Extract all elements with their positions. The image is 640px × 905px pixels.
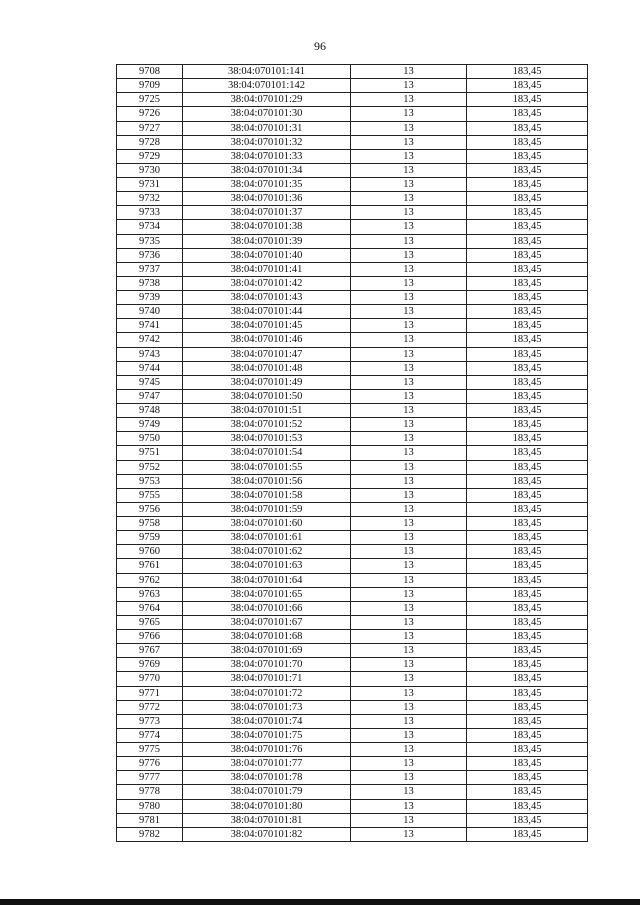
count-cell: 13 (351, 460, 467, 474)
count-cell: 13 (351, 827, 467, 841)
value-cell: 183,45 (467, 135, 588, 149)
cadastral-number-cell: 38:04:070101:30 (183, 107, 351, 121)
table-row (117, 135, 588, 149)
cadastral-number-cell: 38:04:070101:76 (183, 743, 351, 757)
value-cell: 183,45 (467, 333, 588, 347)
count-cell: 13 (351, 347, 467, 361)
count-cell: 13 (351, 474, 467, 488)
cadastral-number-cell: 38:04:070101:52 (183, 418, 351, 432)
cadastral-number-cell: 38:04:070101:71 (183, 672, 351, 686)
table-row (117, 93, 588, 107)
count-cell: 13 (351, 107, 467, 121)
table-row (117, 262, 588, 276)
count-cell: 13 (351, 587, 467, 601)
table-row (117, 615, 588, 629)
value-cell: 183,45 (467, 771, 588, 785)
row-number-cell: 9732 (117, 192, 183, 206)
table-row (117, 432, 588, 446)
row-number-cell: 9780 (117, 799, 183, 813)
row-number-cell: 9761 (117, 559, 183, 573)
value-cell: 183,45 (467, 375, 588, 389)
value-cell: 183,45 (467, 700, 588, 714)
cadastral-number-cell: 38:04:070101:46 (183, 333, 351, 347)
cadastral-number-cell: 38:04:070101:32 (183, 135, 351, 149)
count-cell: 13 (351, 502, 467, 516)
table-row (117, 163, 588, 177)
row-number-cell: 9765 (117, 615, 183, 629)
table-row (117, 743, 588, 757)
value-cell: 183,45 (467, 517, 588, 531)
cadastral-number-cell: 38:04:070101:59 (183, 502, 351, 516)
table-row (117, 474, 588, 488)
row-number-cell: 9726 (117, 107, 183, 121)
table-row (117, 79, 588, 93)
value-cell: 183,45 (467, 206, 588, 220)
table-row (117, 531, 588, 545)
value-cell: 183,45 (467, 615, 588, 629)
row-number-cell: 9771 (117, 686, 183, 700)
value-cell: 183,45 (467, 262, 588, 276)
count-cell: 13 (351, 432, 467, 446)
table-row (117, 771, 588, 785)
row-number-cell: 9709 (117, 79, 183, 93)
row-number-cell: 9764 (117, 601, 183, 615)
table-row (117, 601, 588, 615)
cadastral-number-cell: 38:04:070101:67 (183, 615, 351, 629)
table-row (117, 573, 588, 587)
value-cell: 183,45 (467, 799, 588, 813)
count-cell: 13 (351, 785, 467, 799)
row-number-cell: 9767 (117, 644, 183, 658)
count-cell: 13 (351, 644, 467, 658)
value-cell: 183,45 (467, 65, 588, 79)
row-number-cell: 9742 (117, 333, 183, 347)
table-row (117, 404, 588, 418)
table-row (117, 545, 588, 559)
count-cell: 13 (351, 446, 467, 460)
table-row (117, 658, 588, 672)
count-cell: 13 (351, 163, 467, 177)
table-row (117, 107, 588, 121)
value-cell: 183,45 (467, 163, 588, 177)
cadastral-number-cell: 38:04:070101:58 (183, 488, 351, 502)
table-row (117, 375, 588, 389)
value-cell: 183,45 (467, 460, 588, 474)
value-cell: 183,45 (467, 658, 588, 672)
value-cell: 183,45 (467, 601, 588, 615)
value-cell: 183,45 (467, 587, 588, 601)
table-row (117, 319, 588, 333)
count-cell: 13 (351, 813, 467, 827)
value-cell: 183,45 (467, 757, 588, 771)
cadastral-number-cell: 38:04:070101:79 (183, 785, 351, 799)
count-cell: 13 (351, 220, 467, 234)
cadastral-number-cell: 38:04:070101:45 (183, 319, 351, 333)
row-number-cell: 9750 (117, 432, 183, 446)
value-cell: 183,45 (467, 502, 588, 516)
value-cell: 183,45 (467, 686, 588, 700)
row-number-cell: 9751 (117, 446, 183, 460)
row-number-cell: 9772 (117, 700, 183, 714)
cadastral-number-cell: 38:04:070101:141 (183, 65, 351, 79)
row-number-cell: 9755 (117, 488, 183, 502)
row-number-cell: 9727 (117, 121, 183, 135)
table-row (117, 192, 588, 206)
count-cell: 13 (351, 799, 467, 813)
cadastral-number-cell: 38:04:070101:54 (183, 446, 351, 460)
value-cell: 183,45 (467, 121, 588, 135)
count-cell: 13 (351, 361, 467, 375)
table-row (117, 460, 588, 474)
cadastral-number-cell: 38:04:070101:60 (183, 517, 351, 531)
count-cell: 13 (351, 375, 467, 389)
count-cell: 13 (351, 517, 467, 531)
table-row (117, 446, 588, 460)
row-number-cell: 9756 (117, 502, 183, 516)
cadastral-number-cell: 38:04:070101:47 (183, 347, 351, 361)
cadastral-number-cell: 38:04:070101:64 (183, 573, 351, 587)
table-row (117, 347, 588, 361)
row-number-cell: 9759 (117, 531, 183, 545)
value-cell: 183,45 (467, 474, 588, 488)
table-row (117, 333, 588, 347)
count-cell: 13 (351, 658, 467, 672)
cadastral-number-cell: 38:04:070101:82 (183, 827, 351, 841)
table-row (117, 418, 588, 432)
value-cell: 183,45 (467, 192, 588, 206)
cadastral-number-cell: 38:04:070101:31 (183, 121, 351, 135)
cadastral-number-cell: 38:04:070101:50 (183, 389, 351, 403)
count-cell: 13 (351, 601, 467, 615)
count-cell: 13 (351, 319, 467, 333)
value-cell: 183,45 (467, 559, 588, 573)
count-cell: 13 (351, 418, 467, 432)
count-cell: 13 (351, 743, 467, 757)
cadastral-number-cell: 38:04:070101:48 (183, 361, 351, 375)
count-cell: 13 (351, 333, 467, 347)
count-cell: 13 (351, 262, 467, 276)
row-number-cell: 9763 (117, 587, 183, 601)
row-number-cell: 9740 (117, 305, 183, 319)
count-cell: 13 (351, 149, 467, 163)
table-row (117, 813, 588, 827)
count-cell: 13 (351, 531, 467, 545)
row-number-cell: 9739 (117, 291, 183, 305)
count-cell: 13 (351, 206, 467, 220)
table-row (117, 149, 588, 163)
cadastral-number-cell: 38:04:070101:70 (183, 658, 351, 672)
row-number-cell: 9729 (117, 149, 183, 163)
table-row (117, 234, 588, 248)
row-number-cell: 9738 (117, 276, 183, 290)
cadastral-number-cell: 38:04:070101:63 (183, 559, 351, 573)
value-cell: 183,45 (467, 672, 588, 686)
value-cell: 183,45 (467, 93, 588, 107)
cadastral-number-cell: 38:04:070101:40 (183, 248, 351, 262)
table-body (117, 65, 588, 842)
value-cell: 183,45 (467, 248, 588, 262)
cadastral-number-cell: 38:04:070101:42 (183, 276, 351, 290)
row-number-cell: 9730 (117, 163, 183, 177)
value-cell: 183,45 (467, 234, 588, 248)
scan-bottom-edge (0, 899, 640, 905)
value-cell: 183,45 (467, 813, 588, 827)
cadastral-number-cell: 38:04:070101:39 (183, 234, 351, 248)
table-row (117, 686, 588, 700)
row-number-cell: 9734 (117, 220, 183, 234)
table-row (117, 389, 588, 403)
row-number-cell: 9733 (117, 206, 183, 220)
cadastral-number-cell: 38:04:070101:44 (183, 305, 351, 319)
count-cell: 13 (351, 291, 467, 305)
cadastral-number-cell: 38:04:070101:51 (183, 404, 351, 418)
cadastral-number-cell: 38:04:070101:61 (183, 531, 351, 545)
count-cell: 13 (351, 248, 467, 262)
cadastral-number-cell: 38:04:070101:77 (183, 757, 351, 771)
value-cell: 183,45 (467, 178, 588, 192)
value-cell: 183,45 (467, 446, 588, 460)
table-row (117, 361, 588, 375)
table-row (117, 502, 588, 516)
table-row (117, 305, 588, 319)
cadastral-number-cell: 38:04:070101:33 (183, 149, 351, 163)
row-number-cell: 9744 (117, 361, 183, 375)
value-cell: 183,45 (467, 149, 588, 163)
count-cell: 13 (351, 276, 467, 290)
count-cell: 13 (351, 93, 467, 107)
cadastral-number-cell: 38:04:070101:38 (183, 220, 351, 234)
cadastral-number-cell: 38:04:070101:62 (183, 545, 351, 559)
cadastral-number-cell: 38:04:070101:56 (183, 474, 351, 488)
cadastral-number-cell: 38:04:070101:142 (183, 79, 351, 93)
row-number-cell: 9737 (117, 262, 183, 276)
cadastral-number-cell: 38:04:070101:69 (183, 644, 351, 658)
cadastral-number-cell: 38:04:070101:73 (183, 700, 351, 714)
row-number-cell: 9782 (117, 827, 183, 841)
cadastral-number-cell: 38:04:070101:36 (183, 192, 351, 206)
row-number-cell: 9728 (117, 135, 183, 149)
count-cell: 13 (351, 79, 467, 93)
cadastral-number-cell: 38:04:070101:74 (183, 714, 351, 728)
count-cell: 13 (351, 192, 467, 206)
count-cell: 13 (351, 672, 467, 686)
count-cell: 13 (351, 559, 467, 573)
row-number-cell: 9778 (117, 785, 183, 799)
value-cell: 183,45 (467, 220, 588, 234)
cadastral-number-cell: 38:04:070101:75 (183, 728, 351, 742)
row-number-cell: 9773 (117, 714, 183, 728)
row-number-cell: 9775 (117, 743, 183, 757)
cadastral-number-cell: 38:04:070101:65 (183, 587, 351, 601)
value-cell: 183,45 (467, 714, 588, 728)
value-cell: 183,45 (467, 291, 588, 305)
count-cell: 13 (351, 630, 467, 644)
cadastral-number-cell: 38:04:070101:68 (183, 630, 351, 644)
count-cell: 13 (351, 404, 467, 418)
value-cell: 183,45 (467, 531, 588, 545)
value-cell: 183,45 (467, 827, 588, 841)
count-cell: 13 (351, 65, 467, 79)
cadastral-number-cell: 38:04:070101:49 (183, 375, 351, 389)
table-row (117, 121, 588, 135)
value-cell: 183,45 (467, 404, 588, 418)
table-row (117, 178, 588, 192)
row-number-cell: 9752 (117, 460, 183, 474)
row-number-cell: 9731 (117, 178, 183, 192)
cadastral-number-cell: 38:04:070101:34 (183, 163, 351, 177)
row-number-cell: 9781 (117, 813, 183, 827)
table-row (117, 206, 588, 220)
count-cell: 13 (351, 615, 467, 629)
count-cell: 13 (351, 234, 467, 248)
table-row (117, 65, 588, 79)
table-row (117, 757, 588, 771)
row-number-cell: 9745 (117, 375, 183, 389)
table-row (117, 700, 588, 714)
count-cell: 13 (351, 728, 467, 742)
row-number-cell: 9749 (117, 418, 183, 432)
row-number-cell: 9766 (117, 630, 183, 644)
count-cell: 13 (351, 121, 467, 135)
row-number-cell: 9736 (117, 248, 183, 262)
value-cell: 183,45 (467, 347, 588, 361)
cadastral-number-cell: 38:04:070101:29 (183, 93, 351, 107)
value-cell: 183,45 (467, 305, 588, 319)
value-cell: 183,45 (467, 107, 588, 121)
value-cell: 183,45 (467, 389, 588, 403)
table-row (117, 827, 588, 841)
table-row (117, 587, 588, 601)
value-cell: 183,45 (467, 488, 588, 502)
table-row (117, 291, 588, 305)
row-number-cell: 9777 (117, 771, 183, 785)
row-number-cell: 9743 (117, 347, 183, 361)
table-row (117, 630, 588, 644)
count-cell: 13 (351, 305, 467, 319)
table-row (117, 799, 588, 813)
table-row (117, 728, 588, 742)
cadastral-number-cell: 38:04:070101:53 (183, 432, 351, 446)
count-cell: 13 (351, 389, 467, 403)
value-cell: 183,45 (467, 785, 588, 799)
cadastral-number-cell: 38:04:070101:35 (183, 178, 351, 192)
value-cell: 183,45 (467, 418, 588, 432)
count-cell: 13 (351, 686, 467, 700)
count-cell: 13 (351, 573, 467, 587)
value-cell: 183,45 (467, 728, 588, 742)
row-number-cell: 9753 (117, 474, 183, 488)
table-row (117, 248, 588, 262)
count-cell: 13 (351, 178, 467, 192)
row-number-cell: 9741 (117, 319, 183, 333)
value-cell: 183,45 (467, 432, 588, 446)
cadastral-number-cell: 38:04:070101:81 (183, 813, 351, 827)
value-cell: 183,45 (467, 361, 588, 375)
value-cell: 183,45 (467, 644, 588, 658)
row-number-cell: 9762 (117, 573, 183, 587)
count-cell: 13 (351, 135, 467, 149)
table-row (117, 220, 588, 234)
page-number: 96 (314, 39, 326, 53)
row-number-cell: 9758 (117, 517, 183, 531)
value-cell: 183,45 (467, 79, 588, 93)
table-row (117, 488, 588, 502)
value-cell: 183,45 (467, 276, 588, 290)
cadastral-number-cell: 38:04:070101:55 (183, 460, 351, 474)
count-cell: 13 (351, 757, 467, 771)
row-number-cell: 9747 (117, 389, 183, 403)
row-number-cell: 9769 (117, 658, 183, 672)
row-number-cell: 9770 (117, 672, 183, 686)
cadastral-number-cell: 38:04:070101:43 (183, 291, 351, 305)
value-cell: 183,45 (467, 630, 588, 644)
table-row (117, 559, 588, 573)
value-cell: 183,45 (467, 743, 588, 757)
table-row (117, 644, 588, 658)
row-number-cell: 9774 (117, 728, 183, 742)
row-number-cell: 9776 (117, 757, 183, 771)
value-cell: 183,45 (467, 573, 588, 587)
table-row (117, 714, 588, 728)
row-number-cell: 9748 (117, 404, 183, 418)
cadastral-table (116, 64, 588, 842)
row-number-cell: 9708 (117, 65, 183, 79)
cadastral-number-cell: 38:04:070101:41 (183, 262, 351, 276)
count-cell: 13 (351, 700, 467, 714)
table-row (117, 785, 588, 799)
cadastral-number-cell: 38:04:070101:66 (183, 601, 351, 615)
table-row (117, 672, 588, 686)
count-cell: 13 (351, 714, 467, 728)
count-cell: 13 (351, 488, 467, 502)
cadastral-number-cell: 38:04:070101:72 (183, 686, 351, 700)
count-cell: 13 (351, 545, 467, 559)
cadastral-number-cell: 38:04:070101:37 (183, 206, 351, 220)
cadastral-number-cell: 38:04:070101:78 (183, 771, 351, 785)
count-cell: 13 (351, 771, 467, 785)
cadastral-number-cell: 38:04:070101:80 (183, 799, 351, 813)
row-number-cell: 9760 (117, 545, 183, 559)
value-cell: 183,45 (467, 319, 588, 333)
table-row (117, 276, 588, 290)
value-cell: 183,45 (467, 545, 588, 559)
row-number-cell: 9735 (117, 234, 183, 248)
row-number-cell: 9725 (117, 93, 183, 107)
table-row (117, 517, 588, 531)
